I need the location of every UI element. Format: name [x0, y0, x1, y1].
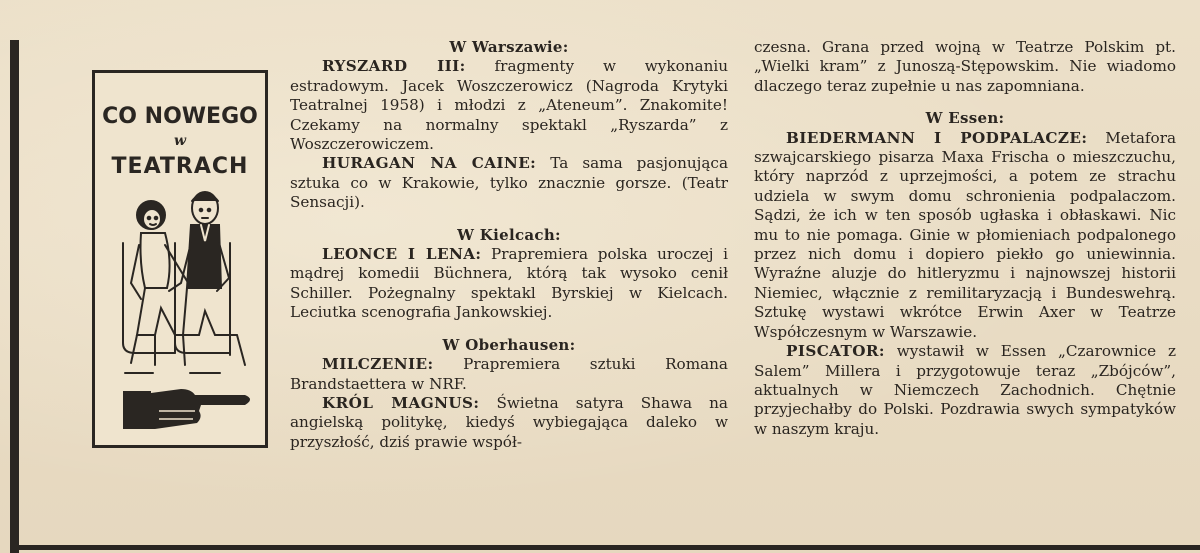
entry-text: Ta sama pasjonująca sztuka co w Krakowie, tylko znacznie gorsze. (Teatr Sensacji). — [290, 154, 728, 212]
section-heading-essen: W Essen: — [925, 109, 1005, 128]
entry-milczenie — [290, 355, 728, 394]
logo-line-3: TEATRACH — [111, 154, 249, 179]
entry-title: MILCZENIE: — [322, 355, 434, 374]
entry-title: PISCATOR: — [786, 342, 885, 361]
entry-text: wystawił w Essen „Czarownice z Salem” Millera i przygotowuje teraz „Zbójców”, aktualnych w Niemczech Zachodnich. Chętnie przyjechałby do Polski. Pozdrawia swych sympatyków w naszym kraju. — [754, 342, 1176, 438]
entry-huragan — [290, 154, 728, 212]
entry-leonce — [290, 245, 728, 323]
section-heading-oberhausen: W Oberhausen: — [442, 335, 576, 354]
entry-text: fragmenty w wykonaniu estradowym. Jacek Woszczerowicz (Nagroda Krytyki Teatralnej 1958) i młodzi z „Ateneum”. Znakomite! Czekamy na normalny spektakl „Ryszarda” z Woszczerowiczem. — [290, 57, 728, 154]
continuation-text: czesna. Grana przed wojną w Teatrze Polskim pt. „Wielki kram” z Junoszą-Stępowskim. Nie wiadomo dlaczego teraz zupełnie u nas zapomniana. — [754, 38, 1176, 95]
entry-text: Świetna satyra Shawa na angielską politykę, kiedyś wybiegająca daleko w przyszłość, dziś prawie współ- — [290, 393, 728, 451]
column-logo — [92, 70, 268, 448]
entry-title: LEONCE I LENA: — [322, 245, 482, 264]
entry-title: RYSZARD III: — [322, 57, 466, 76]
entry-text: Prapremiera polska uroczej i mądrej komedii Büchnera, którą tak wysoko cenił Schiller. Pożegnalny spektakl Byrskiej w Kielcach. Leciutka scenografia Jankowskiej. — [290, 245, 728, 322]
pointing-hand-icon — [123, 389, 250, 429]
entry-title: BIEDERMANN I PODPALACZE: — [786, 128, 1088, 147]
theatre-couple-drawing — [123, 192, 245, 373]
section-heading-warszawa: W Warszawie: — [449, 38, 569, 56]
entry-ryszard — [290, 57, 728, 154]
bottom-rule — [10, 545, 1200, 550]
section-heading-kielce: W Kielcach: — [457, 225, 561, 244]
entry-text: Metafora szwajcarskiego pisarza Maxa Frischa o mieszczuchu, który naprzód z uprzejmości, a potem ze strachu udziela w swym domu schronienia podpalaczom. Sądzi, że ich w ten sposób ugłaska i obłaskawi. Nic mu to nie pomaga. Ginie w płomieniach podpalonego przez nich domu i dopiero piekło go uniewinnia. Wyraźne aluzje do hitleryzmu i najnowszej historii Niemiec, włącznie z remilitaryzacją i Bundeswehrą. Sztukę wystawi wkrótce Erwin Axer w Teatrze Współczesnym w Warszawie. — [754, 128, 1177, 341]
entry-biedermann — [754, 129, 1176, 342]
article-column-1 — [290, 38, 728, 452]
logo-illustration — [95, 73, 265, 445]
entry-text: Prapremiera sztuki Romana Brandstaettera w NRF. — [290, 355, 728, 393]
entry-title: HURAGAN NA CAINE: — [322, 154, 537, 173]
entry-piscator — [754, 342, 1176, 439]
entry-title: KRÓL MAGNUS: — [322, 393, 480, 412]
entry-krol-magnus — [290, 394, 728, 452]
logo-line-1: CO NOWEGO — [102, 104, 258, 129]
logo-line-2: w — [173, 133, 187, 149]
left-rule — [10, 40, 19, 553]
article-column-2 — [754, 38, 1176, 439]
